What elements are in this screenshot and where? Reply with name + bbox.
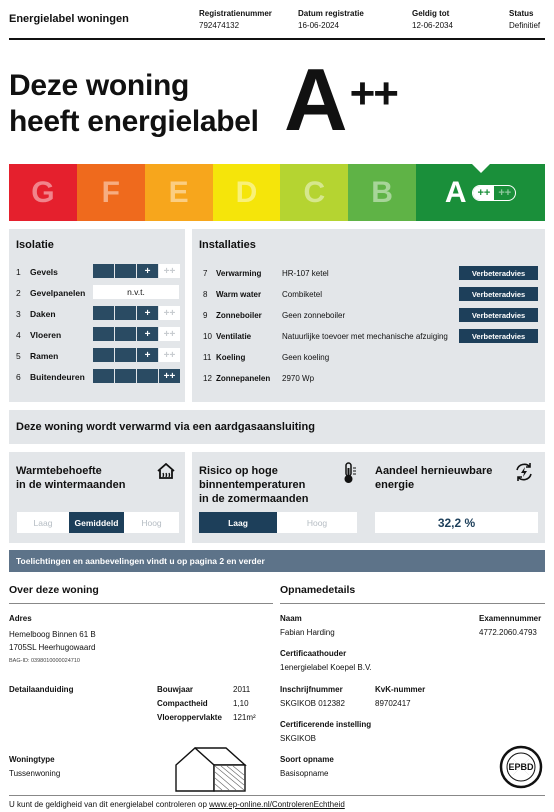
hero-line-2: heeft energielabel [9,105,259,138]
soort-opname-label: Soort opname [280,755,334,764]
isolatie-row [16,305,56,322]
adres-line-1: Hemelboog Binnen 61 B [9,630,96,639]
isolatie-name: Gevelpanelen [30,287,86,298]
installatie-name: Zonnepanelen [216,373,271,383]
scale-plus-pill [472,185,516,201]
installatie-value: 2970 Wp [282,373,315,383]
isolatie-num: 2 [16,287,21,298]
isolatie-num: 5 [16,350,21,361]
hero-title [9,68,259,140]
epbd-logo [499,745,543,789]
rating-cell: + [137,306,158,320]
isolatie-row [16,284,85,301]
verify-link[interactable]: www.ep-online.nl/ControlerenEchtheid [209,800,345,809]
house-heat-icon [157,463,175,479]
rating-cell: ++ [159,306,180,320]
rating-cell [115,369,136,383]
kvk-value: 89702417 [375,699,411,708]
installatie-row [203,266,329,280]
installatie-num: 12 [203,373,212,383]
isolatie-rating-bar [93,306,181,320]
hero-label-letter: A [284,50,348,149]
hernieuwbaar-title [375,464,492,492]
installatie-value: Geen koeling [282,352,330,362]
vloer-label: Vloeroppervlakte [157,713,222,722]
woning-section-title: Over deze woning [9,584,99,596]
hero-energy-label [284,50,397,149]
status-value: Definitief [509,21,541,30]
installaties-title: Installaties [199,239,256,251]
rating-cell [93,327,114,341]
bouwjaar-label: Bouwjaar [157,685,194,694]
status-label: Status [509,9,534,18]
header-divider [9,38,545,40]
scale-letter-g: G [31,175,55,209]
installatie-name: Zonneboiler [216,310,262,320]
scale-segment-a [416,164,545,221]
rating-cell: ++ [159,348,180,362]
installatie-num: 11 [203,352,212,362]
rating-cell [93,369,114,383]
isolatie-rating-text: n.v.t. [93,285,179,299]
document-title: Energielabel woningen [9,13,129,25]
aardgas-panel [9,410,545,444]
installatie-row [203,308,345,322]
warmte-option-gemiddeld: Gemiddeld [69,512,124,533]
scale-segment-b [348,164,416,221]
warmte-title-2: in de wintermaanden [16,479,126,491]
scale-segment-e [145,164,213,221]
energy-scale [9,164,545,221]
bouwjaar-value: 2011 [233,685,251,694]
isolatie-name: Ramen [30,350,59,361]
inschrijfnummer-label: Inschrijfnummer [280,685,343,694]
installatie-num: 9 [203,310,208,320]
epbd-logo-text: EPBD [508,762,534,772]
datum-label: Datum registratie [298,9,364,18]
hernieuwbaar-title-2: energie [375,479,415,491]
compactheid-label: Compactheid [157,699,208,708]
rating-cell [115,348,136,362]
isolatie-rating-bar [93,369,181,383]
warmte-title-1: Warmtebehoefte [16,465,102,477]
terraced-house-icon [173,743,249,793]
plus-inactive: ++ [498,186,512,199]
risico-option-hoog: Hoog [277,512,357,533]
footer-text [9,800,345,809]
rating-cell [115,264,136,278]
detail-label: Detailaanduiding [9,685,74,694]
installatie-num: 8 [203,289,208,299]
isolatie-row [16,326,61,343]
isolatie-panel [9,229,185,402]
inschrijfnummer-value: SKGIKOB 012382 [280,699,345,708]
naam-label: Naam [280,614,302,623]
geldig-block [412,8,453,32]
verbeteradvies-button[interactable]: Verbeteradvies [459,308,538,322]
hero-line-1: Deze woning [9,69,190,102]
adres-label: Adres [9,614,32,623]
toelichting-bar: Toelichtingen en aanbevelingen vindt u op pagina 2 en verder [9,550,545,572]
footer-divider [9,795,545,796]
hernieuwbaar-title-1: Aandeel hernieuwbare [375,465,493,477]
installatie-num: 10 [203,331,212,341]
installatie-num: 7 [203,268,208,278]
isolatie-name: Daken [30,308,56,319]
plus-active: ++ [473,185,494,201]
woning-divider [9,603,273,604]
rating-cell [93,348,114,362]
installatie-name: Koeling [216,352,246,362]
installatie-row [203,329,448,343]
adres-line-2: 1705SL Heerhugowaard [9,643,96,652]
rating-cell [115,306,136,320]
rating-cell: ++ [159,327,180,341]
scale-segment-f [77,164,145,221]
examen-label: Examennummer [479,614,542,623]
rating-cell: + [137,348,158,362]
opname-divider [280,603,545,604]
geldig-label: Geldig tot [412,9,450,18]
risico-title-3: in de zomermaanden [199,493,309,505]
risico-title [199,464,308,506]
kvk-label: KvK-nummer [375,685,426,694]
compactheid-value: 1,10 [233,699,249,708]
isolatie-num: 1 [16,266,21,277]
scale-letter-f: F [101,175,120,209]
isolatie-num: 6 [16,371,21,382]
footer-label: U kunt de geldigheid van dit energielabel controleren op [9,800,210,809]
risico-title-1: Risico op hoge [199,465,278,477]
scale-letter-e: E [168,175,189,209]
examen-value: 4772.2060.4793 [479,628,537,637]
certificaathouder-value: 1energielabel Koepel B.V. [280,663,372,672]
isolatie-title: Isolatie [16,239,54,251]
rating-cell: + [137,264,158,278]
isolatie-row [16,368,85,385]
isolatie-rating-bar [93,285,179,299]
verbeteradvies-button[interactable]: Verbeteradvies [459,266,538,280]
scale-letter-b: B [371,175,393,209]
woningtype-label: Woningtype [9,755,55,764]
warmte-option-laag: Laag [17,512,69,533]
isolatie-name: Buitendeuren [30,371,85,382]
warmte-title [16,464,125,492]
hero-label-plus: ++ [349,69,397,118]
status-block [509,8,540,32]
rating-cell: ++ [159,264,180,278]
scale-segment-c [280,164,348,221]
isolatie-rating-bar [93,264,181,278]
warmte-toggle [17,512,179,533]
bag-id: BAG-ID: 0398010000024710 [9,658,80,664]
scale-segment-d [213,164,281,221]
installatie-value: Geen zonneboiler [282,310,346,320]
rating-cell [93,306,114,320]
installatie-name: Ventilatie [216,331,252,341]
verbeteradvies-button[interactable]: Verbeteradvies [459,287,538,301]
installatie-value: Natuurlijke toevoer met mechanische afzuiging [282,331,448,341]
installatie-row [203,287,322,301]
scale-letter-c: C [303,175,326,209]
isolatie-num: 4 [16,329,21,340]
rating-cell [93,264,114,278]
scale-letter-a: A [444,175,467,209]
aardgas-text: Deze woning wordt verwarmd via een aardgasaansluiting [16,421,315,433]
isolatie-rating-bar [93,327,181,341]
registratienummer-block [199,8,272,32]
certificaathouder-label: Certificaathouder [280,649,347,658]
risico-title-2: binnentemperaturen [199,479,306,491]
woningtype-value: Tussenwoning [9,769,61,778]
vloer-value: 121m² [233,713,256,722]
isolatie-num: 3 [16,308,21,319]
opname-section-title: Opnamedetails [280,584,356,596]
rating-cell [115,327,136,341]
installatie-value: HR-107 ketel [282,268,329,278]
registratienummer-label: Registratienummer [199,9,272,18]
registratienummer-value: 792474132 [199,21,240,30]
installatie-name: Warm water [216,289,262,299]
installatie-value: Combiketel [282,289,323,299]
isolatie-name: Gevels [30,266,58,277]
geldig-value: 12-06-2034 [412,21,453,30]
soort-opname-value: Basisopname [280,769,329,778]
risico-option-laag: Laag [199,512,277,533]
instelling-label: Certificerende instelling [280,720,372,729]
isolatie-name: Vloeren [30,329,62,340]
verbeteradvies-button[interactable]: Verbeteradvies [459,329,538,343]
risico-toggle [199,512,357,533]
thermometer-icon [340,462,358,484]
installatie-row [203,371,314,385]
datum-value: 16-06-2024 [298,21,339,30]
naam-value: Fabian Harding [280,628,335,637]
isolatie-rating-bar [93,348,181,362]
scale-segment-g [9,164,77,221]
warmte-option-hoog: Hoog [124,512,179,533]
datum-block [298,8,364,32]
instelling-value: SKGIKOB [280,734,317,743]
scale-pointer-icon [472,164,490,173]
scale-letter-d: D [235,175,258,209]
installatie-row [203,350,329,364]
isolatie-row [16,263,58,280]
rating-cell: + [137,327,158,341]
rating-cell [137,369,158,383]
rating-cell: ++ [159,369,180,383]
isolatie-row [16,347,58,364]
installatie-name: Verwarming [216,268,262,278]
hernieuwbaar-value: 32,2 % [375,512,538,533]
renewable-energy-icon [513,461,535,483]
